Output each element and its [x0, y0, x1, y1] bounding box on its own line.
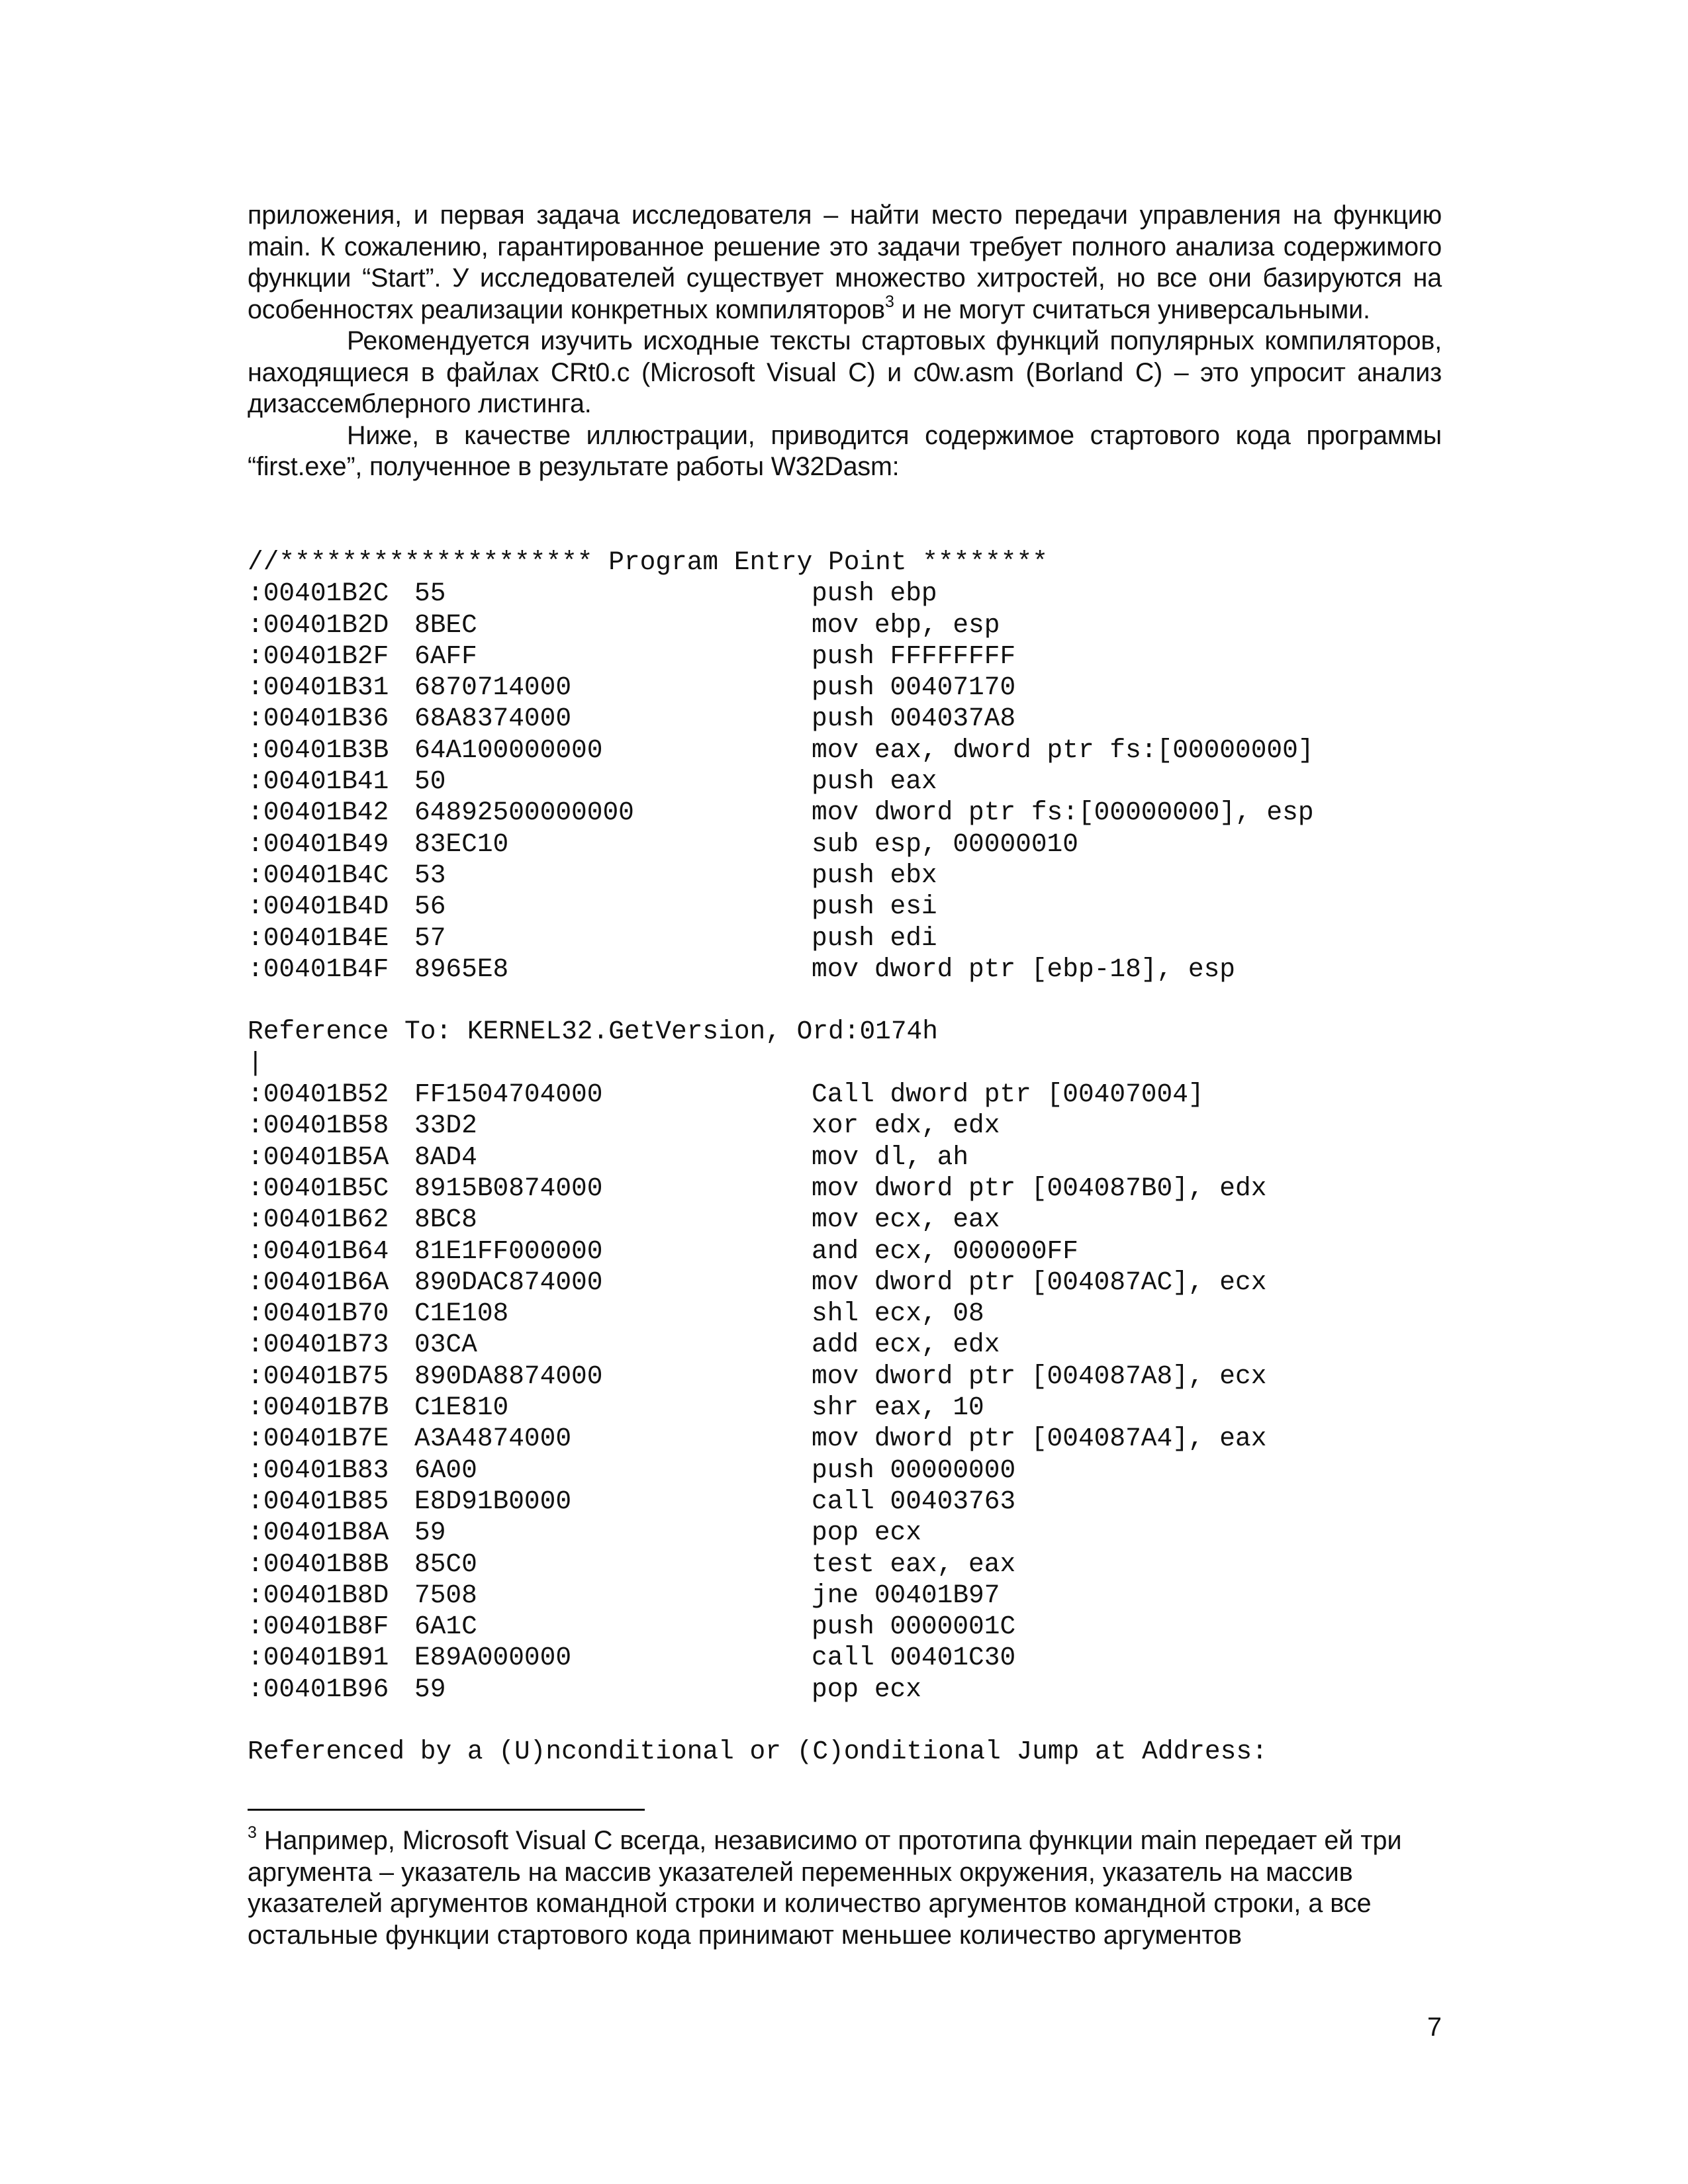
listing-instruction-row	[248, 1329, 1314, 1360]
listing-instruction-row	[248, 1580, 1314, 1611]
instruction-opcode-bytes: 8BEC	[414, 610, 477, 640]
listing-instruction-row	[248, 1517, 1314, 1548]
instruction-mnemonic: test eax, eax	[812, 1549, 1016, 1579]
instruction-address: :00401B8D	[248, 1580, 389, 1610]
instruction-address: :00401B8A	[248, 1518, 389, 1548]
instruction-mnemonic: push esi	[812, 891, 937, 922]
instruction-mnemonic: mov dword ptr [004087A4], eax	[812, 1424, 1267, 1454]
instruction-mnemonic: mov dword ptr [ebp-18], esp	[812, 954, 1236, 984]
listing-comment: |	[248, 1048, 263, 1078]
instruction-address: :00401B58	[248, 1111, 389, 1141]
listing-instruction-row	[248, 860, 1314, 891]
instruction-address: :00401B8F	[248, 1612, 389, 1642]
instruction-mnemonic: mov dword ptr [004087AC], ecx	[812, 1267, 1267, 1297]
instruction-mnemonic: mov dword ptr fs:[00000000], esp	[812, 797, 1314, 828]
listing-instruction-row	[248, 1455, 1314, 1486]
listing-comment-row	[248, 1048, 1314, 1079]
instruction-opcode-bytes: 6A1C	[414, 1612, 477, 1642]
listing-comment-row	[248, 1705, 1314, 1736]
instruction-address: :00401B6A	[248, 1267, 389, 1297]
instruction-mnemonic: Call dword ptr [00407004]	[812, 1079, 1204, 1110]
instruction-address: :00401B8B	[248, 1549, 389, 1579]
listing-instruction-row	[248, 797, 1314, 828]
footnote-separator	[248, 1809, 645, 1811]
listing-comment-row	[248, 985, 1314, 1016]
listing-instruction-row	[248, 1267, 1314, 1298]
instruction-opcode-bytes: C1E108	[414, 1298, 509, 1329]
instruction-mnemonic: call 00403763	[812, 1486, 1016, 1516]
listing-instruction-row	[248, 1079, 1314, 1110]
instruction-address: :00401B75	[248, 1361, 389, 1391]
paragraph-text: Рекомендуется изучить исходные тексты стартовых функций популярных компиляторов, находящиеся в файлах CRt0.c (Microsoft Visual C) и c0w.asm (Borland C) – это упросит анализ дизассемблерного листинга.	[248, 326, 1442, 418]
instruction-mnemonic: pop ecx	[812, 1518, 921, 1548]
listing-instruction-row	[248, 610, 1314, 641]
instruction-mnemonic: pop ecx	[812, 1674, 921, 1704]
page-number: 7	[1427, 2013, 1442, 2042]
listing-instruction-row	[248, 1204, 1314, 1235]
footnote	[248, 1825, 1432, 1951]
instruction-address: :00401B83	[248, 1455, 389, 1485]
instruction-opcode-bytes: C1E810	[414, 1392, 509, 1423]
instruction-opcode-bytes: 81E1FF000000	[414, 1236, 603, 1266]
listing-instruction-row	[248, 1549, 1314, 1580]
instruction-address: :00401B2D	[248, 610, 389, 640]
instruction-address: :00401B70	[248, 1298, 389, 1329]
listing-comment: Reference To: KERNEL32.GetVersion, Ord:0174h	[248, 1017, 938, 1047]
instruction-address: :00401B31	[248, 672, 389, 703]
listing-comment-row	[248, 547, 1314, 578]
listing-instruction-row	[248, 641, 1314, 672]
instruction-address: :00401B2F	[248, 641, 389, 671]
instruction-address: :00401B91	[248, 1643, 389, 1673]
instruction-address: :00401B4E	[248, 923, 389, 953]
instruction-address: :00401B4F	[248, 954, 389, 984]
instruction-address: :00401B73	[248, 1330, 389, 1360]
instruction-address: :00401B62	[248, 1205, 389, 1235]
instruction-opcode-bytes: 8BC8	[414, 1205, 477, 1235]
instruction-address: :00401B7E	[248, 1424, 389, 1454]
instruction-opcode-bytes: 8AD4	[414, 1142, 477, 1172]
instruction-opcode-bytes: 6A00	[414, 1455, 477, 1485]
instruction-address: :00401B49	[248, 829, 389, 859]
listing-instruction-row	[248, 1642, 1314, 1673]
instruction-opcode-bytes: E8D91B0000	[414, 1486, 572, 1516]
instruction-mnemonic: mov dl, ah	[812, 1142, 969, 1172]
listing-instruction-row	[248, 578, 1314, 609]
instruction-address: :00401B52	[248, 1079, 389, 1110]
listing-instruction-row	[248, 1361, 1314, 1392]
listing-instruction-row	[248, 1611, 1314, 1642]
instruction-mnemonic: mov dword ptr [004087A8], ecx	[812, 1361, 1267, 1391]
instruction-opcode-bytes: 6870714000	[414, 672, 572, 703]
instruction-opcode-bytes: 03CA	[414, 1330, 477, 1360]
instruction-mnemonic: mov ebp, esp	[812, 610, 1000, 640]
instruction-opcode-bytes: A3A4874000	[414, 1424, 572, 1454]
instruction-address: :00401B64	[248, 1236, 389, 1266]
instruction-mnemonic: shr eax, 10	[812, 1392, 984, 1423]
instruction-address: :00401B42	[248, 797, 389, 828]
instruction-address: :00401B96	[248, 1674, 389, 1704]
instruction-mnemonic: and ecx, 000000FF	[812, 1236, 1078, 1266]
listing-comment-row	[248, 1736, 1314, 1767]
instruction-mnemonic: mov eax, dword ptr fs:[00000000]	[812, 735, 1314, 765]
instruction-mnemonic: push ebp	[812, 578, 937, 609]
instruction-mnemonic: push 00000000	[812, 1455, 1016, 1485]
paragraph-text: Ниже, в качестве иллюстрации, приводится содержимое стартового кода программы “first.exe”, полученное в результате работы W32Dasm:	[248, 420, 1442, 481]
listing-instruction-row	[248, 1142, 1314, 1173]
instruction-mnemonic: mov ecx, eax	[812, 1205, 1000, 1235]
instruction-opcode-bytes: 57	[414, 923, 446, 953]
listing-instruction-row	[248, 1486, 1314, 1517]
instruction-address: :00401B2C	[248, 578, 389, 609]
listing-instruction-row	[248, 1173, 1314, 1204]
instruction-address: :00401B85	[248, 1486, 389, 1516]
listing-instruction-row	[248, 954, 1314, 985]
body-text	[248, 200, 1442, 483]
instruction-opcode-bytes: 59	[414, 1518, 446, 1548]
listing-instruction-row	[248, 1392, 1314, 1423]
listing-comment: //******************** Program Entry Point ********	[248, 547, 1048, 577]
footnote-mark: 3	[248, 1823, 257, 1842]
instruction-mnemonic: push 0000001C	[812, 1612, 1016, 1642]
instruction-mnemonic: shl ecx, 08	[812, 1298, 984, 1329]
instruction-opcode-bytes: 33D2	[414, 1111, 477, 1141]
instruction-mnemonic: call 00401C30	[812, 1643, 1016, 1673]
listing-instruction-row	[248, 829, 1314, 860]
instruction-mnemonic: xor edx, edx	[812, 1111, 1000, 1141]
listing-instruction-row	[248, 923, 1314, 954]
paragraph	[248, 420, 1442, 483]
instruction-opcode-bytes: 83EC10	[414, 829, 509, 859]
instruction-address: :00401B4C	[248, 860, 389, 890]
listing-instruction-row	[248, 1236, 1314, 1267]
instruction-mnemonic: add ecx, edx	[812, 1330, 1000, 1360]
instruction-address: :00401B36	[248, 704, 389, 734]
instruction-mnemonic: push 00407170	[812, 672, 1016, 703]
instruction-address: :00401B41	[248, 766, 389, 797]
disassembly-listing	[248, 547, 1314, 1768]
listing-instruction-row	[248, 672, 1314, 703]
listing-instruction-row	[248, 1110, 1314, 1141]
listing-instruction-row	[248, 1423, 1314, 1454]
listing-instruction-row	[248, 766, 1314, 797]
footnote-reference: 3	[884, 292, 894, 311]
instruction-mnemonic: mov dword ptr [004087B0], edx	[812, 1173, 1267, 1203]
instruction-mnemonic: push 004037A8	[812, 704, 1016, 734]
instruction-mnemonic: jne 00401B97	[812, 1580, 1000, 1610]
listing-instruction-row	[248, 891, 1314, 922]
instruction-opcode-bytes: 68A8374000	[414, 704, 572, 734]
instruction-mnemonic: push FFFFFFFF	[812, 641, 1016, 671]
instruction-opcode-bytes: E89A000000	[414, 1643, 572, 1673]
instruction-mnemonic: push eax	[812, 766, 937, 797]
paragraph-text: и не могут считаться универсальными.	[894, 295, 1370, 324]
paragraph	[248, 200, 1442, 326]
instruction-opcode-bytes: 55	[414, 578, 446, 609]
instruction-opcode-bytes: 64A100000000	[414, 735, 603, 765]
instruction-opcode-bytes: 56	[414, 891, 446, 922]
listing-instruction-row	[248, 703, 1314, 734]
instruction-address: :00401B3B	[248, 735, 389, 765]
instruction-opcode-bytes: 7508	[414, 1580, 477, 1610]
instruction-address: :00401B7B	[248, 1392, 389, 1423]
paragraph-text: приложения, и первая задача исследователя – найти место передачи управления на функцию main. К сожалению, гарантированное решение это задачи требует полного анализа содержимого функции “Start”. У исследователей существует множество хитростей, но все они базируются на особенностях реализации конкретных компиляторов	[248, 201, 1442, 324]
instruction-opcode-bytes: 890DA8874000	[414, 1361, 603, 1391]
instruction-opcode-bytes: 50	[414, 766, 446, 797]
instruction-address: :00401B5A	[248, 1142, 389, 1172]
instruction-opcode-bytes: 8915B0874000	[414, 1173, 603, 1203]
instruction-opcode-bytes: 53	[414, 860, 446, 890]
instruction-opcode-bytes: FF1504704000	[414, 1079, 603, 1110]
listing-comment: Referenced by a (U)nconditional or (C)onditional Jump at Address:	[248, 1737, 1268, 1767]
instruction-address: :00401B4D	[248, 891, 389, 922]
instruction-opcode-bytes: 8965E8	[414, 954, 509, 984]
instruction-opcode-bytes: 6AFF	[414, 641, 477, 671]
listing-instruction-row	[248, 1298, 1314, 1329]
footnote-text: Например, Microsoft Visual C всегда, независимо от прототипа функции main передает ей три аргумента – указатель на массив указателей переменных окружения, указатель на массив указателей аргументов командной строки и количество аргументов командной строки, а все остальные функции стартового кода принимают меньшее количество аргументов	[248, 1826, 1402, 1950]
instruction-mnemonic: push ebx	[812, 860, 937, 890]
paragraph	[248, 326, 1442, 420]
instruction-opcode-bytes: 59	[414, 1674, 446, 1704]
instruction-mnemonic: push edi	[812, 923, 937, 953]
instruction-opcode-bytes: 85C0	[414, 1549, 477, 1579]
instruction-opcode-bytes: 890DAC874000	[414, 1267, 603, 1297]
instruction-opcode-bytes: 64892500000000	[414, 797, 634, 828]
listing-comment-row	[248, 1016, 1314, 1047]
instruction-mnemonic: sub esp, 00000010	[812, 829, 1078, 859]
instruction-address: :00401B5C	[248, 1173, 389, 1203]
listing-instruction-row	[248, 735, 1314, 766]
listing-instruction-row	[248, 1674, 1314, 1705]
